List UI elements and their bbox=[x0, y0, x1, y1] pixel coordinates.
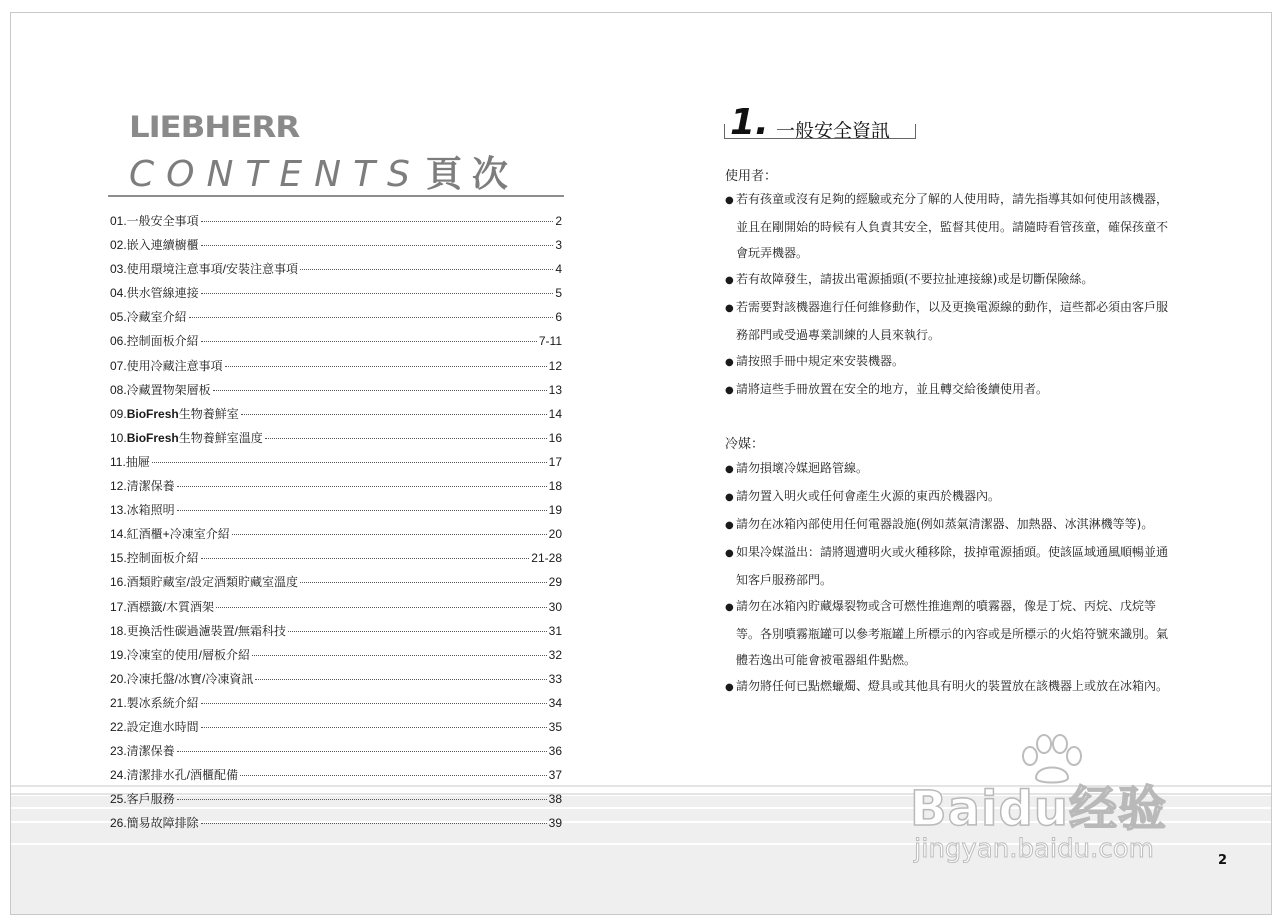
toc-label: 22.設定進水時間 bbox=[110, 719, 199, 734]
toc-leader bbox=[201, 727, 547, 728]
toc-leader bbox=[177, 510, 547, 511]
toc-label: 19.冷凍室的使用/層板介紹 bbox=[110, 647, 251, 662]
toc-page: 12 bbox=[548, 358, 562, 373]
toc-row bbox=[110, 429, 562, 453]
refrigerant-title: 冷媒： bbox=[725, 437, 765, 452]
toc-row bbox=[110, 790, 562, 814]
users-title: 使用者： bbox=[725, 169, 778, 184]
toc-leader bbox=[252, 655, 547, 656]
toc-label: 04.供水管線連接 bbox=[110, 286, 199, 301]
toc-page: 7-11 bbox=[538, 334, 562, 349]
toc-row bbox=[110, 501, 562, 525]
toc-label: 09.BioFresh生物養鮮室 bbox=[110, 406, 239, 421]
toc-row bbox=[110, 453, 562, 477]
toc-label: 05.冷藏室介紹 bbox=[110, 310, 187, 325]
toc-leader bbox=[255, 679, 546, 680]
toc-leader bbox=[232, 534, 547, 535]
toc-label: 10.BioFresh生物養鮮室溫度 bbox=[110, 430, 263, 445]
toc-leader bbox=[201, 558, 530, 559]
list-item: ● 若有故障發生，請拔出電源插頭(不要拉扯連接線)或是切斷保險絲。 bbox=[725, 266, 1177, 294]
toc-page: 3 bbox=[555, 238, 562, 253]
toc-leader bbox=[288, 631, 547, 632]
toc-page: 2 bbox=[555, 214, 562, 228]
toc-page: 20 bbox=[548, 527, 562, 542]
contents-heading-en: CONTENTS bbox=[129, 154, 422, 195]
toc-page: 30 bbox=[548, 599, 562, 614]
toc-label: 17.酒標籤/木質酒架 bbox=[110, 599, 215, 614]
table-of-contents bbox=[110, 212, 562, 838]
contents-heading bbox=[129, 146, 518, 197]
list-item: ● 如果冷媒溢出：請將週遭明火或火種移除，拔掉電源插頭。使該區域通風順暢並通知客戶服務部門。 bbox=[725, 539, 1177, 593]
watermark-brand: Baidu经验 bbox=[910, 781, 1167, 837]
toc-page: 33 bbox=[548, 671, 562, 686]
brand-logo: LIEBHERR bbox=[129, 110, 300, 144]
toc-leader bbox=[201, 341, 537, 342]
toc-leader bbox=[216, 607, 547, 608]
toc-row bbox=[110, 718, 562, 742]
toc-leader bbox=[300, 269, 553, 270]
toc-page: 13 bbox=[548, 382, 562, 397]
toc-page: 19 bbox=[548, 503, 562, 518]
toc-page: 16 bbox=[548, 430, 562, 445]
toc-label: 08.冷藏置物架層板 bbox=[110, 382, 211, 397]
toc-row bbox=[110, 573, 562, 597]
toc-label: 07.使用冷藏注意事項 bbox=[110, 358, 223, 373]
section-title: 一般安全資訊 bbox=[776, 120, 891, 142]
toc-row bbox=[110, 405, 562, 429]
toc-label: 26.簡易故障排除 bbox=[110, 816, 199, 831]
toc-leader bbox=[241, 414, 547, 415]
toc-row bbox=[110, 694, 562, 718]
toc-row bbox=[110, 212, 562, 236]
toc-label: 14.紅酒櫃+冷凍室介紹 bbox=[110, 527, 230, 542]
toc-page: 6 bbox=[555, 310, 562, 325]
toc-label: 24.清潔排水孔/酒櫃配備 bbox=[110, 768, 239, 783]
heading-rule bbox=[108, 195, 564, 197]
toc-page: 31 bbox=[548, 623, 562, 638]
toc-leader bbox=[213, 390, 547, 391]
toc-leader bbox=[265, 438, 547, 439]
toc-row bbox=[110, 525, 562, 549]
contents-heading-zh: 頁次 bbox=[425, 154, 518, 195]
toc-label: 20.冷凍托盤/冰寶/冷凍資訊 bbox=[110, 671, 254, 686]
toc-row bbox=[110, 742, 562, 766]
toc-leader bbox=[177, 486, 547, 487]
toc-row bbox=[110, 766, 562, 790]
list-item: ● 請將這些手冊放置在安全的地方，並且轉交給後續使用者。 bbox=[725, 376, 1177, 404]
toc-leader bbox=[177, 751, 547, 752]
page-number: 2 bbox=[1218, 853, 1228, 868]
toc-leader bbox=[240, 775, 547, 776]
toc-leader bbox=[189, 317, 554, 318]
list-item: ● 請勿在冰箱內部使用任何電器設施(例如蒸氣清潔器、加熱器、冰淇淋機等等)。 bbox=[725, 511, 1177, 539]
toc-page: 18 bbox=[548, 479, 562, 494]
toc-page: 35 bbox=[548, 719, 562, 734]
toc-label: 01.一般安全事項 bbox=[110, 214, 199, 228]
toc-row bbox=[110, 622, 562, 646]
refrigerant-list bbox=[725, 455, 1177, 701]
toc-page: 14 bbox=[548, 406, 562, 421]
toc-leader bbox=[201, 221, 554, 222]
section-heading-bracket bbox=[724, 124, 916, 139]
toc-row bbox=[110, 598, 562, 622]
toc-label: 18.更換活性碳過濾裝置/無霜科技 bbox=[110, 623, 287, 638]
toc-row bbox=[110, 477, 562, 501]
toc-row bbox=[110, 332, 562, 356]
toc-page: 5 bbox=[555, 286, 562, 301]
list-item: ● 請勿置入明火或任何會產生火源的東西於機器內。 bbox=[725, 483, 1177, 511]
toc-row bbox=[110, 549, 562, 573]
users-list bbox=[725, 186, 1177, 404]
toc-page: 29 bbox=[548, 575, 562, 590]
toc-leader bbox=[201, 703, 547, 704]
toc-label: 16.酒類貯藏室/設定酒類貯藏室溫度 bbox=[110, 575, 299, 590]
toc-page: 4 bbox=[555, 262, 562, 277]
toc-row bbox=[110, 814, 562, 838]
toc-row bbox=[110, 381, 562, 405]
list-item: ● 請勿將任何已點燃蠟燭、燈具或其他具有明火的裝置放在該機器上或放在冰箱內。 bbox=[725, 673, 1177, 701]
toc-row bbox=[110, 646, 562, 670]
baidu-watermark bbox=[904, 734, 1204, 874]
toc-label: 12.清潔保養 bbox=[110, 479, 175, 494]
toc-row bbox=[110, 284, 562, 308]
toc-page: 32 bbox=[548, 647, 562, 662]
toc-row bbox=[110, 357, 562, 381]
toc-page: 34 bbox=[548, 695, 562, 710]
watermark-url: jingyan.baidu.com bbox=[914, 834, 1154, 864]
toc-page: 21-28 bbox=[531, 551, 562, 566]
list-item: ● 請勿在冰箱內貯藏爆裂物或含可燃性推進劑的噴霧器，像是丁烷、丙烷、戊烷等等。各別噴霧瓶罐可以參考瓶罐上所標示的內容或是所標示的火焰符號來識別。氣體若逸出可能會被電器組件點燃。 bbox=[725, 593, 1177, 673]
toc-leader bbox=[201, 823, 547, 824]
toc-label: 15.控制面板介紹 bbox=[110, 551, 199, 566]
toc-label: 21.製冰系統介紹 bbox=[110, 695, 199, 710]
toc-page: 36 bbox=[548, 744, 562, 759]
toc-leader bbox=[300, 582, 547, 583]
toc-row bbox=[110, 670, 562, 694]
toc-leader bbox=[225, 366, 547, 367]
section-number: 1. bbox=[730, 102, 769, 143]
toc-label: 23.清潔保養 bbox=[110, 744, 175, 759]
toc-label: 02.嵌入連續櫥櫃 bbox=[110, 238, 199, 253]
list-item: ● 請勿損壞冷媒迴路管線。 bbox=[725, 455, 1177, 483]
list-item: ● 若有孩童或沒有足夠的經驗或充分了解的人使用時，請先指導其如何使用該機器，並且在剛開始的時候有人負責其安全，監督其使用。請隨時看管孩童，確保孩童不會玩弄機器。 bbox=[725, 186, 1177, 266]
list-item: ● 若需要對該機器進行任何維修動作，以及更換電源線的動作，這些都必須由客戶服務部門或受過專業訓練的人員來執行。 bbox=[725, 294, 1177, 348]
toc-label: 06.控制面板介紹 bbox=[110, 334, 199, 349]
toc-leader bbox=[201, 293, 554, 294]
toc-label: 03.使用環境注意事項/安裝注意事項 bbox=[110, 262, 299, 277]
toc-label: 13.冰箱照明 bbox=[110, 503, 175, 518]
toc-row bbox=[110, 260, 562, 284]
toc-page: 38 bbox=[548, 792, 562, 807]
toc-page: 39 bbox=[548, 816, 562, 831]
toc-row bbox=[110, 236, 562, 260]
toc-page: 37 bbox=[548, 768, 562, 783]
toc-page: 17 bbox=[548, 454, 562, 469]
toc-leader bbox=[177, 799, 547, 800]
toc-label: 11.抽屜 bbox=[110, 454, 150, 469]
toc-leader bbox=[201, 245, 554, 246]
list-item: ● 請按照手冊中規定來安裝機器。 bbox=[725, 348, 1177, 376]
toc-label: 25.客戶服務 bbox=[110, 792, 175, 807]
toc-leader bbox=[152, 462, 547, 463]
toc-row bbox=[110, 308, 562, 332]
